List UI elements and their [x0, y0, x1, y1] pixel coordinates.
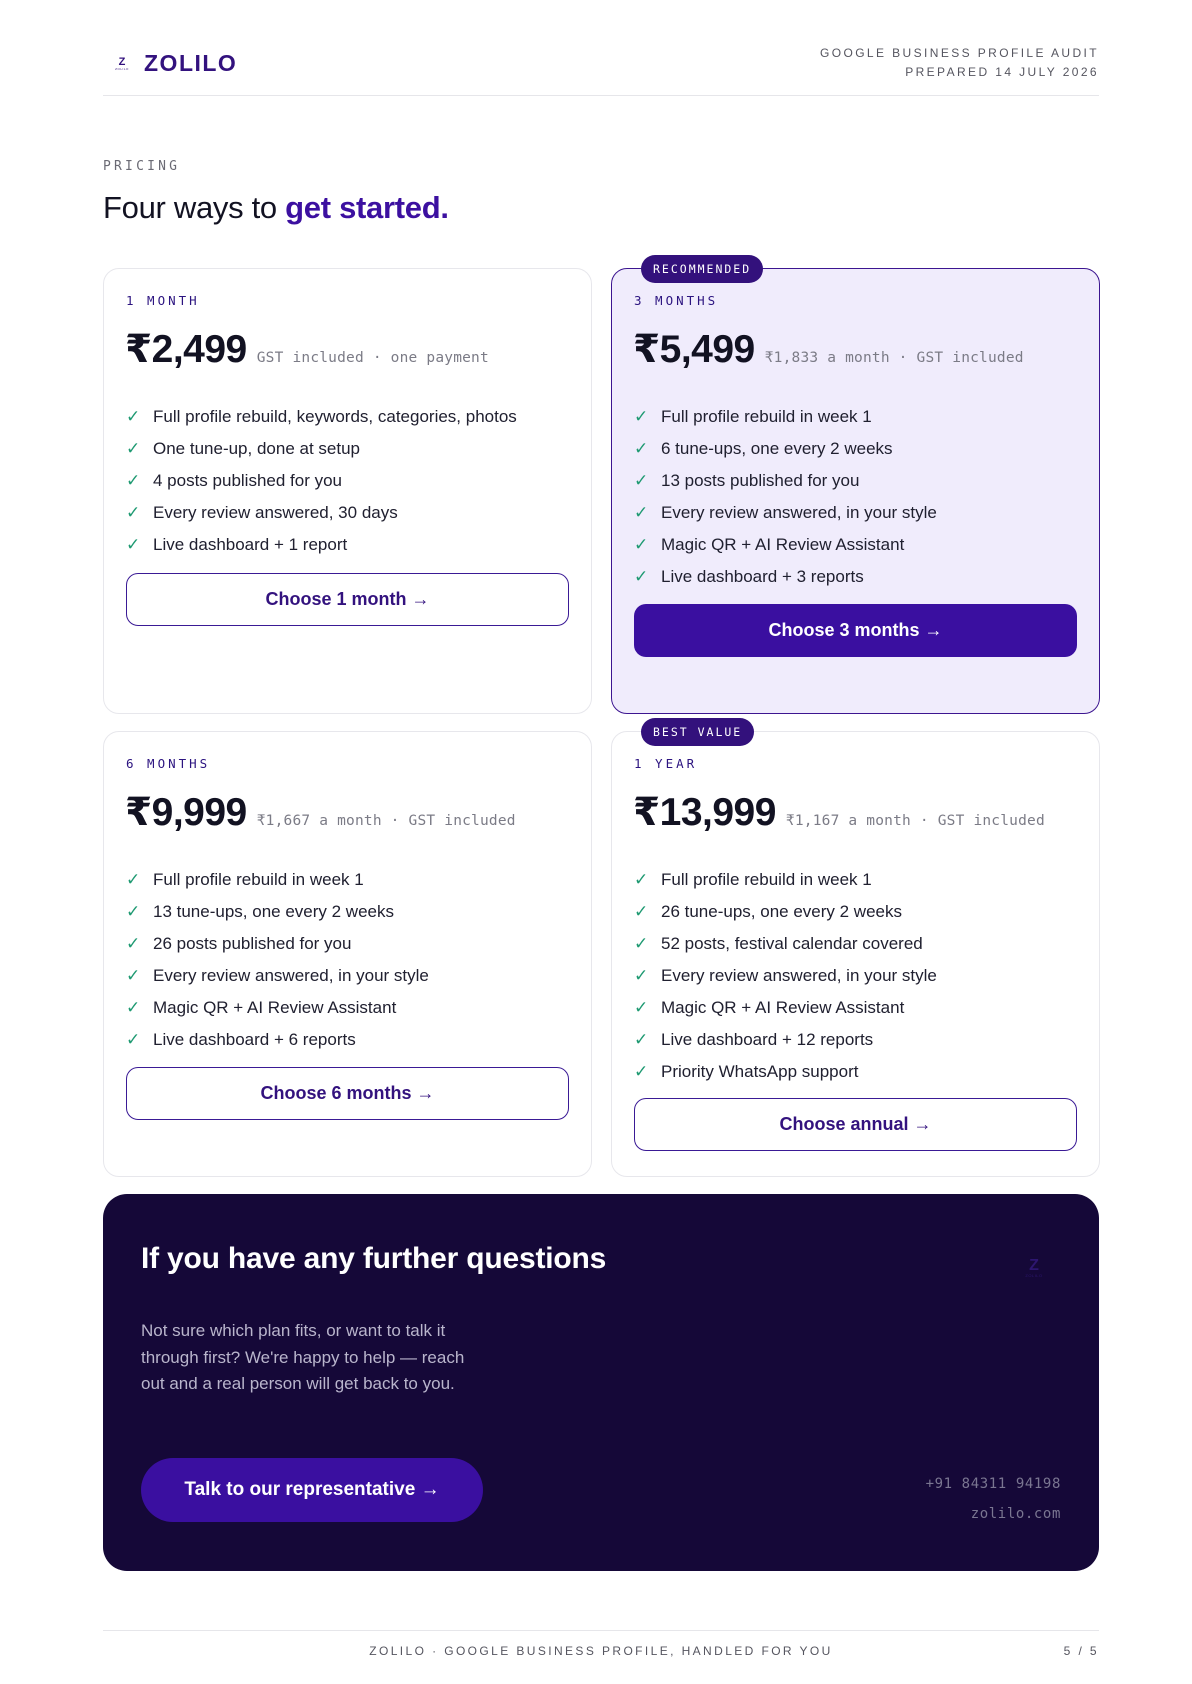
feature-item: ✓ 6 tune-ups, one every 2 weeks: [634, 439, 893, 458]
feature-item: ✓ 13 tune-ups, one every 2 weeks: [126, 902, 394, 921]
check-icon: ✓: [126, 998, 141, 1017]
plan-term: 1 YEAR: [634, 756, 698, 771]
feature-item: ✓ 26 posts published for you: [126, 934, 352, 953]
feature-item: ✓ Live dashboard + 3 reports: [634, 567, 864, 586]
check-icon: ✓: [634, 407, 649, 426]
contact-body: Not sure which plan fits, or want to talk it through first? We're happy to help — reach out and a real person will get back to you.: [141, 1321, 465, 1393]
check-icon: ✓: [126, 870, 141, 889]
check-icon: ✓: [126, 407, 141, 426]
plan-card-1-month: [103, 268, 592, 714]
feature-item: ✓ 52 posts, festival calendar covered: [634, 934, 923, 953]
check-icon: ✓: [634, 998, 649, 1017]
plan-price: ₹9,999: [125, 791, 247, 834]
feature-item: ✓ Live dashboard + 12 reports: [634, 1030, 874, 1049]
choose-annual-button[interactable]: Choose annual →: [634, 1098, 1077, 1151]
page-number: 5 / 5: [1063, 1644, 1099, 1658]
feature-item: ✓ Magic QR + AI Review Assistant: [126, 998, 397, 1017]
plan-price: ₹5,499: [633, 328, 755, 371]
check-icon: ✓: [634, 1030, 649, 1049]
feature-item: ✓ 4 posts published for you: [126, 471, 343, 490]
check-icon: ✓: [126, 902, 141, 921]
feature-item: ✓ Full profile rebuild, keywords, categories, photos: [126, 407, 517, 426]
section-eyebrow: PRICING: [103, 159, 181, 174]
title-plain: Four ways to: [103, 190, 286, 225]
page-title: [103, 190, 449, 226]
feature-item: ✓ Every review answered, in your style: [126, 966, 429, 985]
plan-card-3-months: [611, 262, 1100, 714]
talk-to-representative-button[interactable]: Talk to our representative →: [141, 1458, 483, 1522]
check-icon: ✓: [634, 870, 649, 889]
feature-item: ✓ 26 tune-ups, one every 2 weeks: [634, 902, 902, 921]
feature-list: [634, 864, 937, 1088]
feature-list: [126, 864, 429, 1056]
page-footer: [103, 1630, 1099, 1670]
feature-item: ✓ Full profile rebuild in week 1: [634, 870, 872, 889]
check-icon: ✓: [634, 471, 649, 490]
prepared-date: PREPARED 14 JULY 2026: [905, 65, 1099, 79]
best-value-badge: BEST VALUE: [641, 718, 754, 746]
feature-item: ✓ One tune-up, done at setup: [126, 439, 360, 458]
brand: [110, 50, 237, 77]
check-icon: ✓: [126, 439, 141, 458]
check-icon: ✓: [634, 439, 649, 458]
feature-item: ✓ Live dashboard + 6 reports: [126, 1030, 356, 1049]
check-icon: ✓: [634, 503, 649, 522]
choose-3-months-button[interactable]: Choose 3 months →: [634, 604, 1077, 657]
zolilo-logo-icon: Z ZOLILO: [115, 55, 129, 71]
check-icon: ✓: [126, 966, 141, 985]
feature-item: ✓ 13 posts published for you: [634, 471, 860, 490]
plan-card-6-months: [103, 731, 592, 1177]
feature-list: [126, 401, 517, 561]
price-row: [125, 327, 489, 372]
document-title: GOOGLE BUSINESS PROFILE AUDIT: [820, 46, 1099, 60]
plan-term: 6 MONTHS: [126, 756, 211, 771]
contact-website[interactable]: zolilo.com: [970, 1506, 1061, 1522]
check-icon: ✓: [634, 934, 649, 953]
price-note: GST included · one payment: [256, 350, 489, 366]
contact-title: If you have any further questions: [141, 1242, 607, 1275]
page-header: [103, 44, 1099, 96]
price-row: [633, 327, 1024, 372]
plan-term: 1 MONTH: [126, 293, 200, 308]
check-icon: ✓: [126, 934, 141, 953]
price-note: ₹1,833 a month · GST included: [764, 350, 1024, 366]
choose-6-months-button[interactable]: Choose 6 months →: [126, 1067, 569, 1120]
brand-name: ZOLILO: [144, 50, 238, 76]
feature-item: ✓ Every review answered, in your style: [634, 503, 937, 522]
feature-item: ✓ Live dashboard + 1 report: [126, 535, 348, 554]
check-icon: ✓: [634, 567, 649, 586]
contact-phone[interactable]: +91 84311 94198: [925, 1476, 1061, 1492]
price-note: ₹1,167 a month · GST included: [785, 813, 1045, 829]
check-icon: ✓: [126, 471, 141, 490]
feature-list: [634, 401, 937, 593]
plan-price: ₹2,499: [125, 328, 247, 371]
plan-card-1-year: [611, 725, 1100, 1177]
feature-item: ✓ Magic QR + AI Review Assistant: [634, 998, 905, 1017]
choose-1-month-button[interactable]: Choose 1 month →: [126, 573, 569, 626]
check-icon: ✓: [634, 535, 649, 554]
feature-item: ✓ Full profile rebuild in week 1: [634, 407, 872, 426]
document-meta: [820, 44, 1099, 82]
feature-item: ✓ Magic QR + AI Review Assistant: [634, 535, 905, 554]
zolilo-watermark-icon: Z ZOLILO: [1025, 1257, 1043, 1278]
feature-item: ✓ Every review answered, 30 days: [126, 503, 398, 522]
contact-panel: [103, 1194, 1099, 1571]
check-icon: ✓: [634, 902, 649, 921]
plan-term: 3 MONTHS: [634, 293, 719, 308]
check-icon: ✓: [126, 503, 141, 522]
feature-item: ✓ Every review answered, in your style: [634, 966, 937, 985]
title-accent: get started.: [285, 190, 449, 225]
check-icon: ✓: [126, 535, 141, 554]
feature-item: ✓ Full profile rebuild in week 1: [126, 870, 364, 889]
contact-details: [926, 1469, 1061, 1529]
price-row: [633, 790, 1045, 835]
footer-tagline: ZOLILO · GOOGLE BUSINESS PROFILE, HANDLED FOR YOU: [369, 1644, 833, 1658]
recommended-badge: RECOMMENDED: [641, 255, 763, 283]
check-icon: ✓: [126, 1030, 141, 1049]
feature-item: ✓ Priority WhatsApp support: [634, 1062, 859, 1081]
price-row: [125, 790, 516, 835]
check-icon: ✓: [634, 1062, 649, 1081]
plan-price: ₹13,999: [633, 791, 776, 834]
check-icon: ✓: [634, 966, 649, 985]
price-note: ₹1,667 a month · GST included: [256, 813, 516, 829]
